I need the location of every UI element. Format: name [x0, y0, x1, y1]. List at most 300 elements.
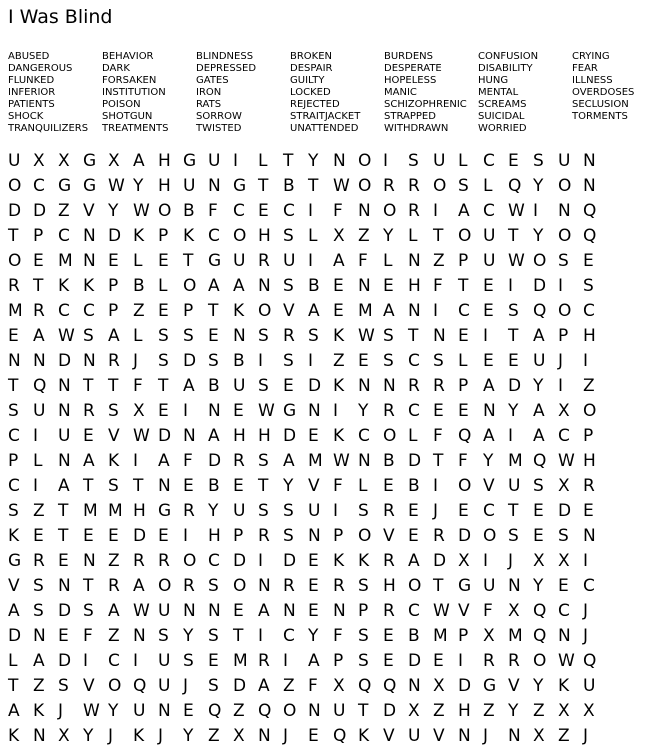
- grid-cell[interactable]: S: [583, 275, 594, 296]
- grid-cell[interactable]: Q: [258, 700, 272, 721]
- grid-cell[interactable]: E: [208, 325, 219, 346]
- grid-cell[interactable]: K: [133, 725, 145, 746]
- grid-cell[interactable]: P: [108, 275, 119, 296]
- grid-cell[interactable]: A: [8, 600, 20, 621]
- grid-cell[interactable]: W: [333, 175, 350, 196]
- grid-cell[interactable]: E: [508, 150, 519, 171]
- grid-cell[interactable]: V: [508, 675, 520, 696]
- grid-cell[interactable]: S: [158, 325, 169, 346]
- grid-cell[interactable]: V: [383, 725, 395, 746]
- grid-cell[interactable]: I: [458, 650, 464, 671]
- grid-cell[interactable]: I: [308, 250, 314, 271]
- grid-cell[interactable]: V: [83, 675, 95, 696]
- grid-cell[interactable]: X: [58, 725, 70, 746]
- grid-cell[interactable]: G: [233, 175, 247, 196]
- grid-cell[interactable]: C: [8, 425, 20, 446]
- grid-cell[interactable]: N: [583, 175, 596, 196]
- grid-cell[interactable]: S: [83, 325, 94, 346]
- grid-cell[interactable]: C: [358, 425, 370, 446]
- grid-cell[interactable]: T: [433, 225, 444, 246]
- grid-cell[interactable]: X: [133, 400, 145, 421]
- grid-cell[interactable]: O: [558, 300, 572, 321]
- grid-cell[interactable]: J: [583, 600, 589, 621]
- grid-cell[interactable]: K: [8, 525, 20, 546]
- grid-cell[interactable]: R: [258, 525, 270, 546]
- grid-cell[interactable]: S: [533, 475, 544, 496]
- grid-cell[interactable]: X: [58, 150, 70, 171]
- grid-cell[interactable]: E: [183, 700, 194, 721]
- grid-cell[interactable]: B: [408, 625, 420, 646]
- grid-cell[interactable]: D: [33, 200, 47, 221]
- grid-cell[interactable]: K: [58, 275, 70, 296]
- grid-cell[interactable]: O: [558, 175, 572, 196]
- grid-cell[interactable]: I: [508, 275, 514, 296]
- grid-cell[interactable]: U: [558, 150, 571, 171]
- grid-cell[interactable]: C: [208, 225, 220, 246]
- grid-cell[interactable]: H: [408, 275, 421, 296]
- grid-cell[interactable]: E: [208, 650, 219, 671]
- grid-cell[interactable]: N: [83, 550, 96, 571]
- grid-cell[interactable]: D: [133, 525, 147, 546]
- grid-cell[interactable]: Q: [583, 200, 597, 221]
- grid-cell[interactable]: Z: [58, 200, 70, 221]
- grid-cell[interactable]: Z: [283, 675, 295, 696]
- grid-cell[interactable]: Z: [558, 725, 570, 746]
- grid-cell[interactable]: N: [308, 400, 321, 421]
- grid-cell[interactable]: S: [383, 325, 394, 346]
- grid-cell[interactable]: X: [558, 700, 570, 721]
- grid-cell[interactable]: G: [83, 150, 97, 171]
- grid-cell[interactable]: E: [233, 475, 244, 496]
- grid-cell[interactable]: A: [208, 425, 220, 446]
- grid-cell[interactable]: S: [558, 250, 569, 271]
- grid-cell[interactable]: P: [558, 325, 569, 346]
- grid-cell[interactable]: S: [8, 500, 19, 521]
- grid-cell[interactable]: E: [358, 350, 369, 371]
- grid-cell[interactable]: T: [283, 150, 294, 171]
- grid-cell[interactable]: E: [483, 300, 494, 321]
- grid-cell[interactable]: Q: [358, 675, 372, 696]
- grid-cell[interactable]: N: [8, 350, 21, 371]
- grid-cell[interactable]: R: [583, 475, 595, 496]
- grid-cell[interactable]: N: [58, 450, 71, 471]
- grid-cell[interactable]: N: [58, 575, 71, 596]
- grid-cell[interactable]: U: [33, 400, 46, 421]
- grid-cell[interactable]: X: [333, 225, 345, 246]
- grid-cell[interactable]: X: [333, 675, 345, 696]
- grid-cell[interactable]: V: [8, 575, 20, 596]
- grid-cell[interactable]: Y: [508, 400, 519, 421]
- grid-cell[interactable]: N: [233, 325, 246, 346]
- grid-cell[interactable]: D: [8, 200, 22, 221]
- grid-cell[interactable]: A: [133, 575, 145, 596]
- grid-cell[interactable]: A: [258, 675, 270, 696]
- grid-cell[interactable]: X: [533, 725, 545, 746]
- grid-cell[interactable]: R: [258, 250, 270, 271]
- grid-cell[interactable]: Y: [483, 450, 494, 471]
- grid-cell[interactable]: R: [508, 650, 520, 671]
- grid-cell[interactable]: W: [133, 600, 150, 621]
- grid-cell[interactable]: Q: [533, 450, 547, 471]
- grid-cell[interactable]: F: [458, 450, 468, 471]
- grid-cell[interactable]: G: [208, 250, 222, 271]
- grid-cell[interactable]: J: [108, 725, 114, 746]
- grid-cell[interactable]: I: [83, 650, 89, 671]
- grid-cell[interactable]: N: [33, 350, 46, 371]
- grid-cell[interactable]: C: [408, 600, 420, 621]
- grid-cell[interactable]: X: [583, 700, 595, 721]
- grid-cell[interactable]: A: [533, 400, 545, 421]
- grid-cell[interactable]: E: [508, 350, 519, 371]
- grid-cell[interactable]: Q: [533, 300, 547, 321]
- grid-cell[interactable]: I: [433, 300, 439, 321]
- grid-cell[interactable]: J: [433, 500, 439, 521]
- grid-cell[interactable]: I: [558, 375, 564, 396]
- grid-cell[interactable]: S: [183, 650, 194, 671]
- grid-cell[interactable]: Z: [333, 350, 345, 371]
- grid-cell[interactable]: O: [183, 275, 197, 296]
- grid-cell[interactable]: B: [208, 375, 220, 396]
- grid-cell[interactable]: E: [83, 425, 94, 446]
- grid-cell[interactable]: I: [308, 200, 314, 221]
- grid-cell[interactable]: L: [408, 425, 418, 446]
- grid-cell[interactable]: R: [108, 350, 120, 371]
- grid-cell[interactable]: T: [108, 375, 119, 396]
- grid-cell[interactable]: F: [308, 675, 318, 696]
- grid-cell[interactable]: R: [408, 200, 420, 221]
- grid-cell[interactable]: I: [508, 425, 514, 446]
- grid-cell[interactable]: W: [433, 600, 450, 621]
- grid-cell[interactable]: G: [483, 675, 497, 696]
- grid-cell[interactable]: A: [133, 150, 145, 171]
- grid-cell[interactable]: C: [408, 350, 420, 371]
- grid-cell[interactable]: K: [108, 450, 120, 471]
- grid-cell[interactable]: R: [283, 325, 295, 346]
- grid-cell[interactable]: T: [158, 375, 169, 396]
- grid-cell[interactable]: Z: [483, 700, 495, 721]
- grid-cell[interactable]: T: [33, 275, 44, 296]
- grid-cell[interactable]: K: [333, 550, 345, 571]
- grid-cell[interactable]: E: [308, 425, 319, 446]
- grid-cell[interactable]: E: [458, 325, 469, 346]
- grid-cell[interactable]: O: [408, 575, 422, 596]
- grid-cell[interactable]: U: [233, 500, 246, 521]
- grid-cell[interactable]: R: [8, 275, 20, 296]
- grid-cell[interactable]: B: [183, 200, 195, 221]
- grid-cell[interactable]: W: [508, 200, 525, 221]
- grid-cell[interactable]: C: [108, 650, 120, 671]
- grid-cell[interactable]: U: [283, 250, 296, 271]
- grid-cell[interactable]: R: [408, 175, 420, 196]
- grid-cell[interactable]: S: [358, 575, 369, 596]
- grid-cell[interactable]: O: [283, 700, 297, 721]
- grid-cell[interactable]: O: [458, 475, 472, 496]
- grid-cell[interactable]: M: [8, 300, 23, 321]
- grid-cell[interactable]: T: [8, 675, 19, 696]
- grid-cell[interactable]: P: [33, 225, 44, 246]
- grid-cell[interactable]: D: [233, 675, 247, 696]
- grid-cell[interactable]: I: [308, 350, 314, 371]
- grid-cell[interactable]: J: [583, 725, 589, 746]
- grid-cell[interactable]: I: [233, 150, 239, 171]
- grid-cell[interactable]: X: [483, 625, 495, 646]
- grid-cell[interactable]: W: [333, 450, 350, 471]
- grid-cell[interactable]: Q: [133, 675, 147, 696]
- grid-cell[interactable]: K: [358, 725, 370, 746]
- grid-cell[interactable]: N: [333, 150, 346, 171]
- grid-cell[interactable]: M: [108, 500, 123, 521]
- grid-cell[interactable]: U: [233, 375, 246, 396]
- grid-cell[interactable]: R: [83, 400, 95, 421]
- grid-cell[interactable]: S: [258, 450, 269, 471]
- grid-cell[interactable]: Z: [583, 375, 595, 396]
- grid-cell[interactable]: L: [8, 650, 18, 671]
- grid-cell[interactable]: J: [183, 675, 189, 696]
- grid-cell[interactable]: I: [383, 150, 389, 171]
- grid-cell[interactable]: Z: [233, 700, 245, 721]
- grid-cell[interactable]: C: [483, 150, 495, 171]
- grid-cell[interactable]: Y: [533, 575, 544, 596]
- grid-cell[interactable]: P: [233, 525, 244, 546]
- grid-cell[interactable]: K: [183, 225, 195, 246]
- grid-cell[interactable]: I: [258, 350, 264, 371]
- grid-cell[interactable]: R: [258, 650, 270, 671]
- grid-cell[interactable]: D: [408, 650, 422, 671]
- grid-cell[interactable]: E: [283, 375, 294, 396]
- grid-cell[interactable]: E: [383, 625, 394, 646]
- grid-cell[interactable]: P: [458, 250, 469, 271]
- grid-cell[interactable]: I: [558, 275, 564, 296]
- grid-cell[interactable]: E: [433, 400, 444, 421]
- grid-cell[interactable]: C: [8, 475, 20, 496]
- grid-cell[interactable]: R: [283, 575, 295, 596]
- grid-cell[interactable]: O: [158, 200, 172, 221]
- grid-cell[interactable]: M: [58, 250, 73, 271]
- grid-cell[interactable]: K: [233, 300, 245, 321]
- grid-cell[interactable]: H: [258, 425, 271, 446]
- grid-cell[interactable]: N: [508, 725, 521, 746]
- grid-cell[interactable]: D: [433, 550, 447, 571]
- grid-cell[interactable]: S: [283, 350, 294, 371]
- grid-cell[interactable]: O: [583, 400, 597, 421]
- grid-cell[interactable]: N: [83, 250, 96, 271]
- grid-cell[interactable]: O: [358, 150, 372, 171]
- grid-cell[interactable]: N: [408, 675, 421, 696]
- grid-cell[interactable]: A: [33, 325, 45, 346]
- grid-cell[interactable]: A: [333, 250, 345, 271]
- grid-cell[interactable]: B: [208, 475, 220, 496]
- grid-cell[interactable]: O: [158, 575, 172, 596]
- grid-cell[interactable]: W: [358, 325, 375, 346]
- grid-cell[interactable]: V: [458, 600, 470, 621]
- grid-cell[interactable]: W: [508, 250, 525, 271]
- grid-cell[interactable]: E: [83, 525, 94, 546]
- grid-cell[interactable]: O: [358, 175, 372, 196]
- grid-cell[interactable]: W: [558, 650, 575, 671]
- grid-cell[interactable]: D: [58, 600, 72, 621]
- grid-cell[interactable]: M: [358, 300, 373, 321]
- grid-cell[interactable]: E: [433, 650, 444, 671]
- grid-cell[interactable]: F: [83, 625, 93, 646]
- grid-cell[interactable]: M: [308, 450, 323, 471]
- grid-cell[interactable]: T: [258, 175, 269, 196]
- grid-cell[interactable]: O: [383, 425, 397, 446]
- grid-cell[interactable]: N: [283, 600, 296, 621]
- grid-cell[interactable]: P: [358, 600, 369, 621]
- grid-cell[interactable]: S: [33, 600, 44, 621]
- grid-cell[interactable]: Y: [108, 200, 119, 221]
- grid-cell[interactable]: E: [383, 475, 394, 496]
- grid-cell[interactable]: C: [583, 300, 595, 321]
- grid-cell[interactable]: D: [283, 550, 297, 571]
- grid-cell[interactable]: J: [483, 725, 489, 746]
- grid-cell[interactable]: N: [158, 475, 171, 496]
- grid-cell[interactable]: E: [408, 525, 419, 546]
- grid-cell[interactable]: F: [133, 375, 143, 396]
- grid-cell[interactable]: E: [158, 250, 169, 271]
- grid-cell[interactable]: H: [583, 325, 596, 346]
- grid-cell[interactable]: E: [558, 575, 569, 596]
- grid-cell[interactable]: N: [258, 575, 271, 596]
- grid-cell[interactable]: F: [183, 450, 193, 471]
- grid-cell[interactable]: X: [108, 150, 120, 171]
- grid-cell[interactable]: J: [283, 725, 289, 746]
- grid-cell[interactable]: O: [233, 575, 247, 596]
- grid-cell[interactable]: T: [508, 225, 519, 246]
- grid-cell[interactable]: J: [583, 625, 589, 646]
- grid-cell[interactable]: G: [283, 400, 297, 421]
- grid-cell[interactable]: X: [408, 700, 420, 721]
- grid-cell[interactable]: R: [383, 600, 395, 621]
- grid-cell[interactable]: L: [458, 350, 468, 371]
- grid-cell[interactable]: P: [158, 225, 169, 246]
- grid-cell[interactable]: H: [208, 525, 221, 546]
- grid-cell[interactable]: S: [533, 150, 544, 171]
- grid-cell[interactable]: K: [33, 700, 45, 721]
- grid-cell[interactable]: P: [108, 300, 119, 321]
- grid-cell[interactable]: E: [108, 525, 119, 546]
- grid-cell[interactable]: F: [358, 250, 368, 271]
- grid-cell[interactable]: N: [58, 375, 71, 396]
- grid-cell[interactable]: N: [358, 275, 371, 296]
- grid-cell[interactable]: N: [308, 525, 321, 546]
- grid-cell[interactable]: Q: [508, 175, 522, 196]
- grid-cell[interactable]: Z: [208, 725, 220, 746]
- grid-cell[interactable]: O: [533, 250, 547, 271]
- grid-cell[interactable]: N: [258, 725, 271, 746]
- grid-cell[interactable]: G: [83, 175, 97, 196]
- grid-cell[interactable]: M: [233, 650, 248, 671]
- grid-cell[interactable]: K: [333, 375, 345, 396]
- grid-cell[interactable]: T: [133, 475, 144, 496]
- grid-cell[interactable]: N: [408, 300, 421, 321]
- grid-cell[interactable]: C: [558, 600, 570, 621]
- grid-cell[interactable]: O: [483, 525, 497, 546]
- grid-cell[interactable]: S: [208, 575, 219, 596]
- grid-cell[interactable]: T: [433, 450, 444, 471]
- grid-cell[interactable]: O: [8, 250, 22, 271]
- grid-cell[interactable]: T: [508, 325, 519, 346]
- grid-cell[interactable]: S: [408, 150, 419, 171]
- grid-cell[interactable]: E: [333, 275, 344, 296]
- grid-cell[interactable]: L: [133, 250, 143, 271]
- grid-cell[interactable]: M: [433, 625, 448, 646]
- grid-cell[interactable]: R: [108, 575, 120, 596]
- grid-cell[interactable]: Z: [433, 250, 445, 271]
- grid-cell[interactable]: E: [158, 400, 169, 421]
- grid-cell[interactable]: R: [433, 525, 445, 546]
- grid-cell[interactable]: V: [83, 200, 95, 221]
- grid-cell[interactable]: S: [108, 475, 119, 496]
- grid-cell[interactable]: Y: [183, 625, 194, 646]
- grid-cell[interactable]: I: [133, 650, 139, 671]
- grid-cell[interactable]: Y: [108, 700, 119, 721]
- grid-cell[interactable]: N: [483, 400, 496, 421]
- grid-cell[interactable]: A: [58, 475, 70, 496]
- grid-cell[interactable]: K: [333, 425, 345, 446]
- grid-cell[interactable]: Z: [358, 225, 370, 246]
- grid-cell[interactable]: O: [8, 175, 22, 196]
- grid-cell[interactable]: E: [258, 200, 269, 221]
- grid-cell[interactable]: Y: [358, 400, 369, 421]
- grid-cell[interactable]: D: [208, 450, 222, 471]
- grid-cell[interactable]: X: [433, 675, 445, 696]
- grid-cell[interactable]: A: [258, 600, 270, 621]
- grid-cell[interactable]: Q: [533, 600, 547, 621]
- grid-cell[interactable]: U: [158, 600, 171, 621]
- grid-cell[interactable]: A: [208, 275, 220, 296]
- grid-cell[interactable]: I: [333, 400, 339, 421]
- grid-cell[interactable]: D: [508, 375, 522, 396]
- grid-cell[interactable]: R: [408, 375, 420, 396]
- grid-cell[interactable]: T: [83, 475, 94, 496]
- grid-cell[interactable]: A: [108, 325, 120, 346]
- grid-cell[interactable]: U: [333, 700, 346, 721]
- grid-cell[interactable]: W: [558, 450, 575, 471]
- grid-cell[interactable]: N: [83, 225, 96, 246]
- grid-cell[interactable]: T: [183, 250, 194, 271]
- grid-cell[interactable]: U: [583, 675, 596, 696]
- grid-cell[interactable]: B: [283, 175, 295, 196]
- grid-cell[interactable]: E: [483, 275, 494, 296]
- grid-cell[interactable]: Z: [108, 625, 120, 646]
- grid-cell[interactable]: E: [233, 600, 244, 621]
- grid-cell[interactable]: S: [258, 325, 269, 346]
- grid-cell[interactable]: P: [333, 650, 344, 671]
- grid-cell[interactable]: A: [533, 325, 545, 346]
- grid-cell[interactable]: S: [458, 175, 469, 196]
- grid-cell[interactable]: D: [108, 225, 122, 246]
- grid-cell[interactable]: D: [58, 350, 72, 371]
- grid-cell[interactable]: L: [33, 450, 43, 471]
- grid-cell[interactable]: A: [183, 375, 195, 396]
- grid-cell[interactable]: A: [158, 450, 170, 471]
- grid-cell[interactable]: Z: [433, 700, 445, 721]
- grid-cell[interactable]: D: [58, 650, 72, 671]
- grid-cell[interactable]: T: [233, 625, 244, 646]
- grid-cell[interactable]: L: [483, 175, 493, 196]
- grid-cell[interactable]: N: [408, 250, 421, 271]
- grid-cell[interactable]: O: [383, 200, 397, 221]
- grid-cell[interactable]: S: [33, 575, 44, 596]
- grid-cell[interactable]: E: [333, 300, 344, 321]
- grid-cell[interactable]: Q: [533, 625, 547, 646]
- grid-cell[interactable]: I: [33, 425, 39, 446]
- grid-cell[interactable]: V: [483, 475, 495, 496]
- grid-cell[interactable]: U: [508, 475, 521, 496]
- grid-cell[interactable]: O: [233, 225, 247, 246]
- grid-cell[interactable]: E: [108, 250, 119, 271]
